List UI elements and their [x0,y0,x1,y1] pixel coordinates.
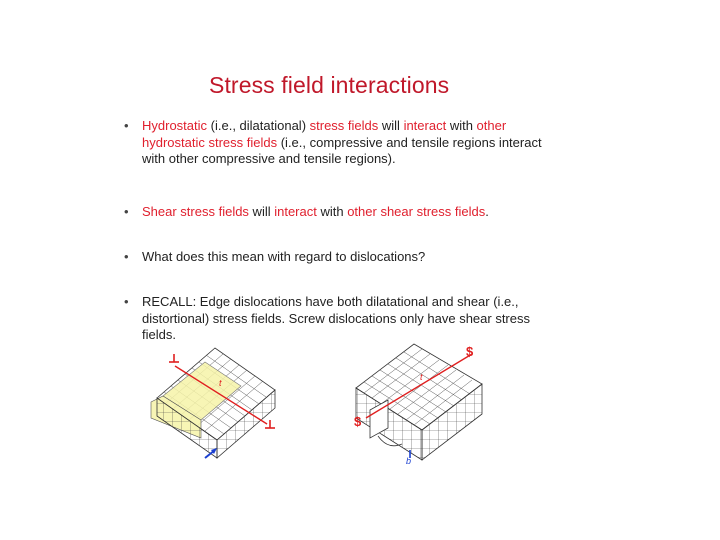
bullet-marker: • [124,118,129,133]
bullet-marker: • [124,204,129,219]
bullet-hydrostatic [118,118,552,168]
edge-dislocation-figure [145,340,285,460]
text-run: Hydrostatic [142,118,208,133]
text-run: RECALL: Edge dislocations have both dilatational and shear (i.e., distortional) stress fields. Screw dislocations only have shear stress fields. [142,294,530,342]
text-run: will [378,118,404,133]
bullet-marker: • [124,249,129,264]
text-run: with [316,204,348,219]
text-run: with [446,118,477,133]
text-run: will [248,204,275,219]
screw-symbol-icon: $ [354,414,362,429]
bullet-recall [118,294,557,344]
vector-label: b [406,456,412,465]
text-run: interact [403,118,447,133]
text-run: stress fields [309,118,379,133]
text-run: What does this mean with regard to dislocations? [142,249,426,264]
screw-dislocation-figure [348,340,493,465]
text-run: (i.e., compressive and tensile regions interact with other compressive and tensile regions). [142,134,542,166]
text-run: Shear stress fields [142,204,249,219]
bullet-question [118,249,582,266]
slide-title: Stress field interactions [209,72,450,98]
text-run: other hydrostatic stress fields [142,118,507,150]
line-label: t [420,372,423,382]
bullet-shear [118,204,582,221]
text-run: other shear stress fields [347,204,486,219]
text-run: (i.e., dilatational) [207,118,310,133]
line-label: t [219,378,222,388]
bullet-marker: • [124,294,129,309]
edge-symbol-icon [169,354,179,362]
screw-symbol-icon: $ [466,344,474,359]
text-run: interact [274,204,317,219]
text-run: . [485,204,489,219]
